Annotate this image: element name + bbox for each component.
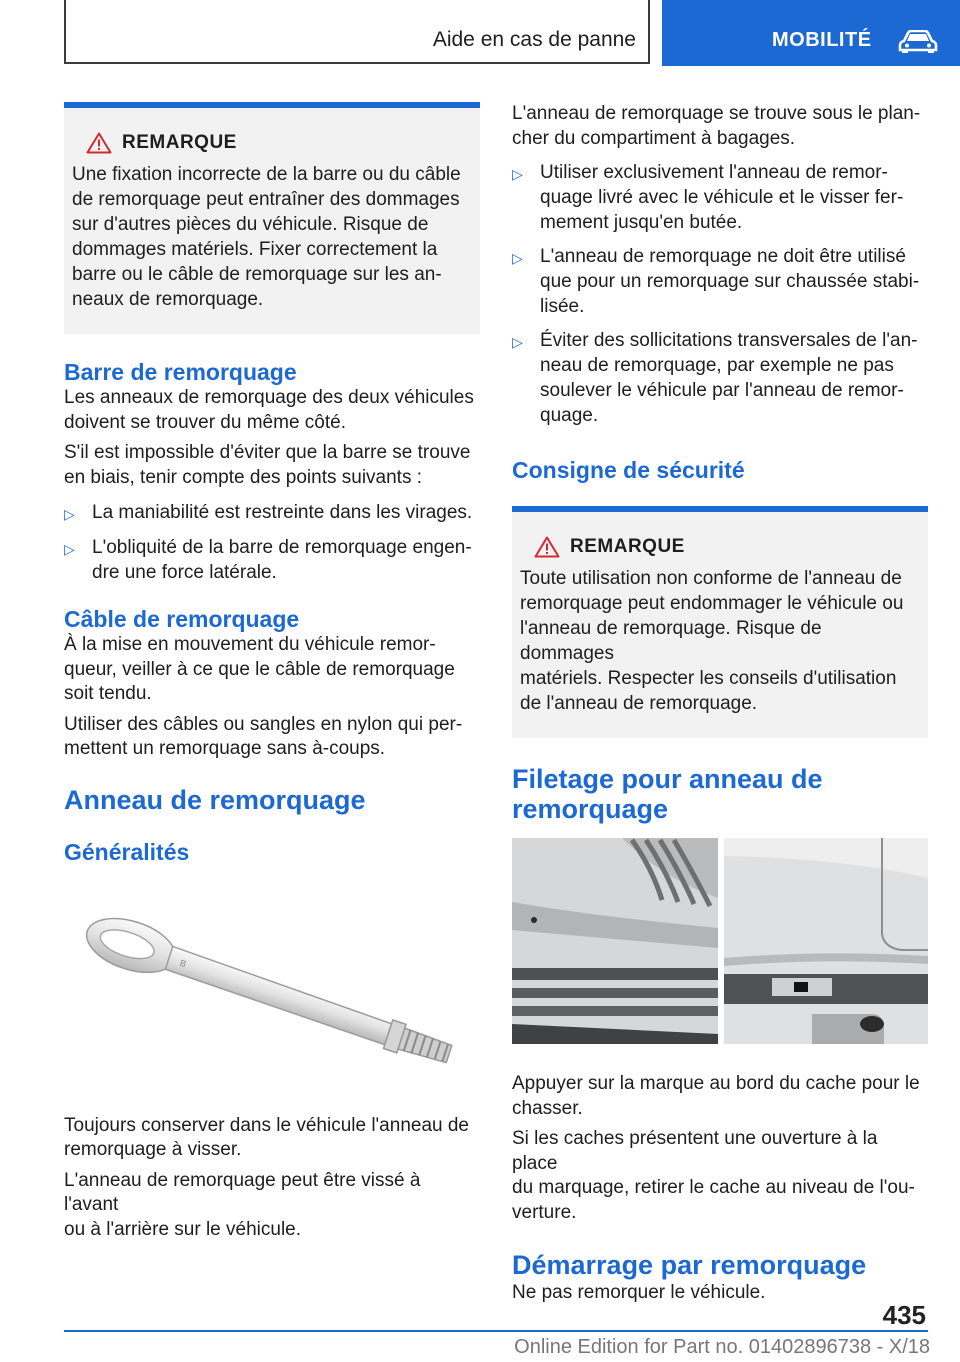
note-line: barre ou le câble de remorquage sur les an- bbox=[72, 264, 442, 285]
paragraph: Ne pas remorquer le véhicule. bbox=[512, 1282, 766, 1303]
warning-triangle-icon bbox=[86, 132, 112, 154]
footer-edition: Online Edition for Part no. 01402896738 - X/18 bbox=[514, 1336, 930, 1358]
bumper-photo bbox=[512, 838, 928, 1044]
note-line: Toute utilisation non conforme de l'anneau de bbox=[520, 568, 902, 589]
note-line: remorquage peut endommager le véhicule ou bbox=[520, 593, 904, 614]
note-line: de remorquage peut entraîner des dommages bbox=[72, 189, 460, 210]
note-line: Une fixation incorrecte de la barre ou du câble bbox=[72, 164, 461, 185]
note-line: neaux de remorquage. bbox=[72, 289, 264, 310]
note-body bbox=[72, 162, 472, 312]
note-header bbox=[72, 132, 472, 154]
note-title: REMARQUE bbox=[122, 132, 237, 153]
section-tab[interactable] bbox=[662, 0, 960, 66]
left-column bbox=[64, 102, 480, 1242]
note-line: de l'anneau de remorquage. bbox=[520, 693, 758, 714]
subheading-generalites: Généralités bbox=[64, 838, 190, 865]
heading-cable: Câble de remorquage bbox=[64, 606, 300, 632]
svg-text:B: B bbox=[178, 957, 188, 969]
warning-note bbox=[64, 102, 480, 334]
paragraph: Toujours conserver dans le véhicule l'anneau de remorquage à visser. bbox=[64, 1114, 469, 1160]
warning-note bbox=[512, 506, 928, 738]
note-title: REMARQUE bbox=[570, 536, 685, 557]
heading-filetage: Filetage pour anneau de remorquage bbox=[512, 764, 823, 824]
heading-anneau: Anneau de remorquage bbox=[64, 784, 366, 815]
bullet-triangle-icon: ▷ bbox=[512, 334, 523, 350]
note-header bbox=[520, 536, 920, 558]
paragraph: Utiliser des câbles ou sangles en nylon qui per- mettent un remorquage sans à-coups. bbox=[64, 713, 463, 759]
note-line: dommages matériels. Fixer correctement la bbox=[72, 239, 438, 260]
paragraph: À la mise en mouvement du véhicule remor- queur, veiller à ce que le câble de remorquage soit tendu. bbox=[64, 634, 455, 704]
note-body bbox=[520, 566, 920, 716]
list-item: ▷ La maniabilité est restreinte dans les virages. bbox=[64, 500, 480, 527]
note-line: sur d'autres pièces du véhicule. Risque de bbox=[72, 214, 429, 235]
heading-barre: Barre de remorquage bbox=[64, 359, 297, 385]
warning-triangle-icon bbox=[534, 536, 560, 558]
list-item: ▷ L'obliquité de la barre de remorquage engen- dre une force latérale. bbox=[64, 537, 472, 583]
tow-eye-image bbox=[64, 866, 480, 1114]
note-line: l'anneau de remorquage. Risque de dommages bbox=[520, 618, 822, 664]
list-item: ▷ Utiliser exclusivement l'anneau de remor- quage livré avec le véhicule et le visser fer- mement jusqu'en butée. bbox=[512, 162, 904, 233]
list-item: ▷ L'anneau de remorquage ne doit être utilisé que pour un remorquage sur chaussée stabi- lisée. bbox=[512, 246, 920, 317]
paragraph: L'anneau de remorquage peut être vissé à l'avant ou à l'arrière sur le véhicule. bbox=[64, 1169, 421, 1240]
tow-eye-illustration bbox=[64, 866, 480, 1114]
right-column bbox=[512, 102, 928, 1306]
bullet-triangle-icon: ▷ bbox=[64, 541, 75, 557]
chapter-title: Aide en cas de panne bbox=[432, 28, 636, 51]
header-rule-right bbox=[648, 0, 650, 64]
paragraph: Appuyer sur la marque au bord du cache pour le chasser. bbox=[512, 1073, 920, 1119]
bumper-photo-image bbox=[512, 838, 928, 1044]
header-rule-left bbox=[64, 0, 66, 64]
header-rule-bottom bbox=[64, 62, 650, 64]
paragraph: S'il est impossible d'éviter que la barre se trouve en biais, tenir compte des points suivants : bbox=[64, 442, 471, 488]
heading-demarrage: Démarrage par remorquage bbox=[512, 1250, 867, 1280]
bullet-triangle-icon: ▷ bbox=[64, 506, 75, 522]
paragraph: L'anneau de remorquage se trouve sous le plan- cher du compartiment à bagages. bbox=[512, 103, 921, 149]
bullet-triangle-icon: ▷ bbox=[512, 250, 523, 266]
paragraph: Les anneaux de remorquage des deux véhicules doivent se trouver du même côté. bbox=[64, 387, 474, 433]
page-number: 435 bbox=[882, 1300, 926, 1330]
section-tab-label: MOBILITÉ bbox=[772, 29, 872, 51]
car-icon bbox=[898, 30, 938, 54]
note-line: matériels. Respecter les conseils d'utilisation bbox=[520, 668, 897, 689]
footer-rule bbox=[64, 1330, 928, 1332]
paragraph: Si les caches présentent une ouverture à la place du marquage, retirer le cache au niveau de l'ou- verture. bbox=[512, 1128, 915, 1223]
list-item: ▷ Éviter des sollicitations transversales de l'an- neau de remorquage, par exemple ne pas soulever le véhicule par l'anneau de remor- quage. bbox=[512, 330, 918, 426]
heading-consigne: Consigne de sécurité bbox=[512, 457, 745, 483]
bullet-triangle-icon: ▷ bbox=[512, 166, 523, 182]
